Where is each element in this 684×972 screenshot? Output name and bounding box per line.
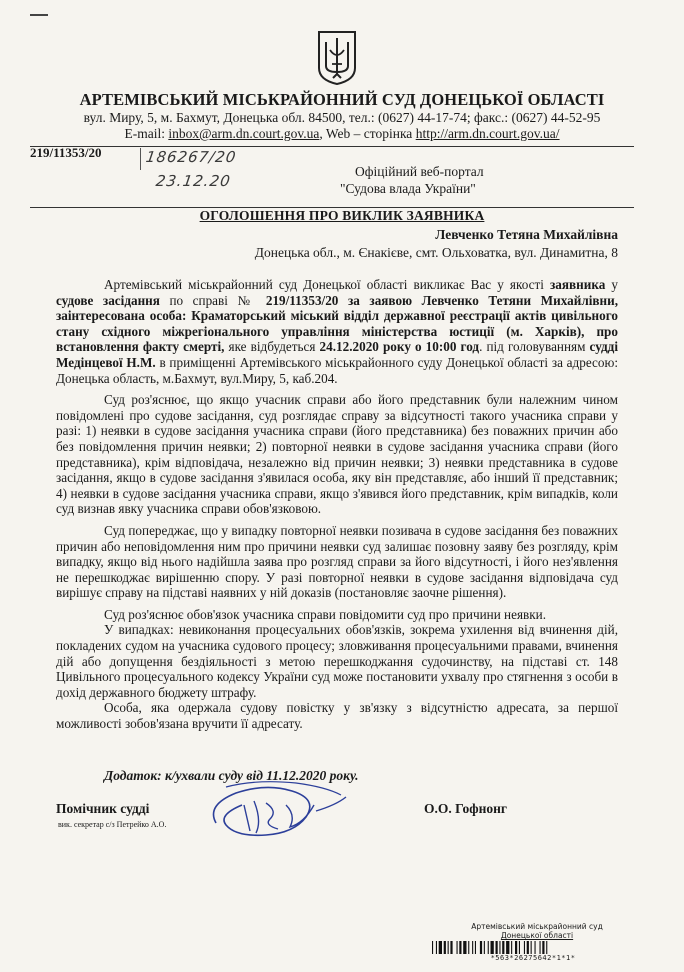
paragraph-delivery: Особа, яка одержала судову повістку у зв'язку з відсутністю адресата, за першої можливості зобов'язана вручити її адресату. — [56, 700, 618, 732]
recipient-name: Левченко Тетяна Михайлівна — [435, 227, 618, 242]
email-link[interactable]: inbox@arm.dn.court.gov.ua — [168, 126, 320, 141]
barcode-text: *563*26275642*1*1* — [490, 954, 576, 962]
court-title: АРТЕМІВСЬКИЙ МІСЬКРАЙОННИЙ СУД ДОНЕЦЬКОЇ ОБЛАСТІ — [79, 90, 605, 109]
signer-name: О.О. Гофнонг — [424, 801, 508, 816]
handwritten-bracket — [140, 148, 141, 170]
paragraph-summons — [56, 277, 618, 386]
executor-note: вик. секретар с/з Петрейко А.О. — [58, 820, 167, 829]
handwritten-date: 23.12.20 — [154, 172, 233, 190]
text-run: заявника — [549, 277, 606, 292]
paragraph-absence: Суд роз'яснює, що якщо учасник справи або його представник були належним чином повідомлені про судове засідання, суд розглядає справу за відсутності такого учасника справи у разі: 1) неявки в судове засідання учасника справи (його представника) без поважних причин або без повідомлення причин неявки; 2) повторної неявки в судове засідання учасника справи (його представника), крім відповідача, незалежно від причин неявки; 3) неявки представника в судове засідання, якщо в судове засідання з'явилася особа, яку він представляє, або інший її представник; 4) неявки в судове засідання учасника справи, якщо з'явився його представник, крім випадків, коли суд визнав явку учасника справи обов'язковою. — [56, 392, 618, 517]
text-run: судді Медінцевої Н.М. — [56, 339, 618, 370]
header-divider — [30, 146, 634, 147]
court-stamp — [440, 922, 634, 940]
stamp-line-1: Артемівський міськрайонний суд — [471, 922, 603, 931]
text-run: в приміщенні Артемівського міськрайонного суду Донецької області за адресою: Донецька область, м.Бахмут, вул.Миру, 5, каб.204. — [56, 354, 618, 386]
court-contacts — [40, 126, 644, 142]
paragraph-penalty: У випадках: невиконання процесуальних обов'язків, зокрема ухилення від вчинення дій, покладених судом на учасника судового процесу; зловживання процесуальними правами, вчинення дій або допущення бездіяльності з метою перешкоджання судочинству, на підставі ст. 148 Цивільного процесуального кодексу України суд може постановити ухвалу про стягнення з особи в дохід державного бюджету штрафу. — [56, 622, 618, 700]
paragraph-duty: Суд роз'яснює обов'язок учасника справи повідомити суд про причини неявки. — [104, 606, 547, 622]
text-run: 24.12.2020 року о 10:00 год — [319, 339, 480, 355]
barcode-icon — [432, 941, 634, 954]
portal-line-1: Офіційний веб-портал — [355, 164, 484, 179]
notice-body — [56, 277, 618, 738]
trident-emblem-icon — [316, 30, 358, 86]
stamp-line-2: Донецької області — [500, 931, 574, 940]
text-run: . під головуванням — [479, 339, 590, 355]
handwritten-number: 186267/20 — [144, 148, 238, 166]
text-run: по справі № — [159, 292, 266, 308]
web-label: , Web – сторінка — [319, 126, 416, 141]
recipient-address: Донецька обл., м. Єнакієве, смт. Ольховатка, вул. Динамитна, 8 — [254, 245, 618, 260]
handwritten-signature-icon — [196, 775, 356, 845]
text-run: Артемівський міськрайонний суд Донецької області викликає Вас у якості — [104, 277, 550, 292]
portal-block — [340, 163, 484, 197]
email-label: E-mail: — [124, 126, 169, 141]
case-number: 219/11353/20 — [30, 145, 102, 160]
signer-role: Помічник судді — [56, 801, 150, 816]
paragraph-warning: Суд попереджає, що у випадку повторної неявки позивача в судове засідання без поважних причин або неповідомлення ним про причини неявки суд залишає позовну заяву без розгляду, крім випадку, якщо від нього надійшла заява про розгляд справи за його відсутності, і його нез'явлення не перешкоджає вирішенню спору. У разі повторної неявки в судове засідання відповідача суд вирішує справу на підставі наявних у ній доказів (постановляє заочне рішення). — [56, 522, 618, 601]
portal-line-2: "Судова влада України" — [340, 181, 476, 196]
corner-mark — [30, 14, 48, 16]
attachment-note: Додаток: к/ухвали суду від 11.12.2020 року. — [104, 768, 359, 783]
web-link[interactable]: http://arm.dn.court.gov.ua/ — [415, 126, 560, 141]
text-run: яке відбудеться — [224, 339, 320, 355]
text-run: судове засідання — [56, 292, 160, 308]
court-address: вул. Миру, 5, м. Бахмут, Донецька обл. 84500, тел.: (0627) 44-17-74; факс.: (0627) 44-52-95 — [83, 110, 601, 125]
notice-title: ОГОЛОШЕННЯ ПРО ВИКЛИК ЗАЯВНИКА — [199, 208, 485, 223]
text-run: у — [605, 277, 618, 292]
text-run: 219/11353/20 за заявою Левченко Тетяни Михайлівни, заінтересована особа: Краматорський міський відділ державної реєстрації актів цивільного стану східного міжрегіонального управління міністерства юстиції (м. Харків), про встановлення факту смерті, — [56, 292, 618, 355]
